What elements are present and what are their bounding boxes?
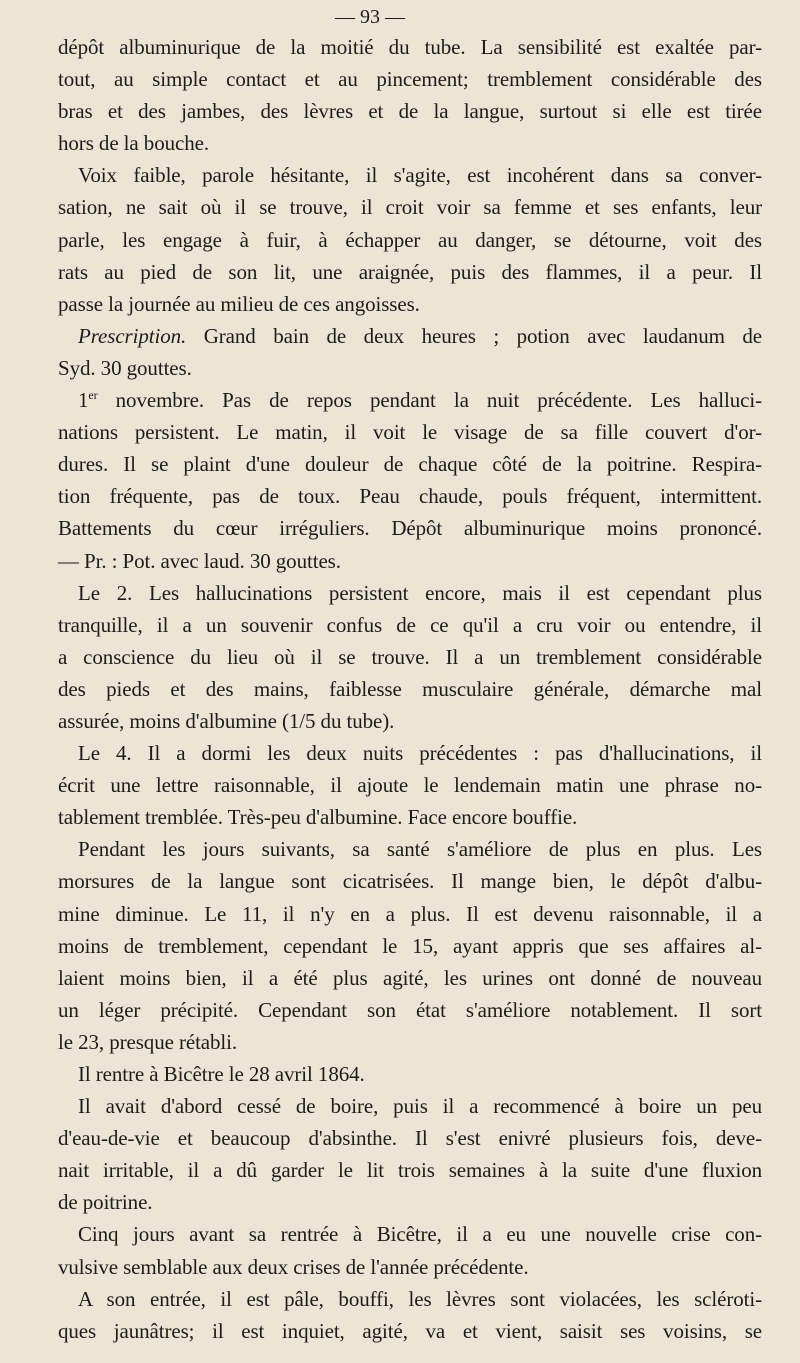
text-line: tablement tremblée. Très-peu d'albumine. Face encore bouffie. [58,805,578,830]
text-line: hors de la bouche. [58,131,209,156]
line-text: novembre. Pas de repos pendant la nuit précédente. Les halluci- [97,388,762,413]
page-number: — 93 — [335,6,405,28]
prescription-label: Prescription. [78,323,187,348]
text-line: Cinq jours avant sa rentrée à Bicêtre, il a eu une nouvelle crise con- [78,1222,762,1247]
text-line: tout, au simple contact et au pincement; tremblement considérable des [58,67,762,92]
text-line: moins de tremblement, cependant le 15, ayant appris que ses affaires al- [58,933,762,958]
text-line: le 23, presque rétabli. [58,1029,238,1054]
text-line: laient moins bien, il a été plus agité, les urines ont donné de nouveau [58,965,762,990]
date-number: 1 [78,388,89,413]
text-line: assurée, moins d'albumine (1/5 du tube). [58,708,395,733]
body-text [58,31,762,1347]
text-line: A son entrée, il est pâle, bouffi, les lèvres sont violacées, les scléroti- [78,1286,762,1311]
text-line: un léger précipité. Cependant son état s'améliore notablement. Il sort [58,997,762,1022]
text-line: nait irritable, il a dû garder le lit trois semaines à la suite d'une fluxion [58,1158,762,1183]
text-line: Il avait d'abord cessé de boire, puis il a recommencé à boire un peu [78,1094,762,1119]
text-line: d'eau-de-vie et beaucoup d'absinthe. Il s'est enivré plusieurs fois, deve- [58,1126,762,1151]
text-line: Pendant les jours suivants, sa santé s'améliore de plus en plus. Les [78,837,762,862]
text-line: Il rentre à Bicêtre le 28 avril 1864. [78,1062,365,1086]
text-line: sation, ne sait où il se trouve, il croit voir sa femme et ses enfants, leur [58,195,762,220]
text-line: Le 2. Les hallucinations persistent encore, mais il est cependant plus [78,580,762,605]
text-line: de poitrine. [58,1190,153,1215]
text-line: Le 4. Il a dormi les deux nuits précédentes : pas d'hallucinations, il [78,741,762,766]
text-line: a conscience du lieu où il se trouve. Il a un tremblement considérable [58,644,762,669]
ordinal-suffix: er [88,388,98,403]
line-text: Grand bain de deux heures ; potion avec laudanum de [186,323,762,348]
text-line: passe la journée au milieu de ces angoisses. [58,291,420,316]
text-line: morsures de la langue sont cicatrisées. Il mange bien, le dépôt d'albu- [58,869,762,894]
text-line: dépôt albuminurique de la moitié du tube. La sensibilité est exaltée par- [58,35,762,59]
text-line [58,384,762,416]
text-line [58,320,762,352]
text-line: parle, les engage à fuir, à échapper au danger, se détourne, voit des [58,227,762,252]
text-line: tranquille, il a un souvenir confus de ce qu'il a cru voir ou entendre, il [58,612,762,637]
text-line: rats au pied de son lit, une araignée, puis des flammes, il a peur. Il [58,259,762,284]
text-line: dures. Il se plaint d'une douleur de chaque côté de la poitrine. Respira- [58,452,762,477]
text-line: Voix faible, parole hésitante, il s'agite, est incohérent dans sa conver- [78,163,762,188]
text-line: tion fréquente, pas de toux. Peau chaude, pouls fréquent, intermittent. [58,484,762,509]
text-line: ques jaunâtres; il est inquiet, agité, va et vient, saisit ses voisins, se [58,1318,762,1343]
text-line: Battements du cœur irréguliers. Dépôt albuminurique moins prononcé. [58,516,762,541]
text-line: mine diminue. Le 11, il n'y en a plus. Il est devenu raisonnable, il a [58,901,762,926]
text-line: nations persistent. Le matin, il voit le visage de sa fille couvert d'or- [58,420,762,445]
text-line: écrit une lettre raisonnable, il ajoute le lendemain matin une phrase no- [58,773,762,798]
text-line: bras et des jambes, des lèvres et de la langue, surtout si elle est tirée [58,99,762,124]
text-line: des pieds et des mains, faiblesse musculaire générale, démarche mal [58,676,762,701]
text-line: vulsive semblable aux deux crises de l'année précédente. [58,1254,529,1279]
text-line: — Pr. : Pot. avec laud. 30 gouttes. [58,548,341,573]
text-line: Syd. 30 gouttes. [58,355,192,380]
